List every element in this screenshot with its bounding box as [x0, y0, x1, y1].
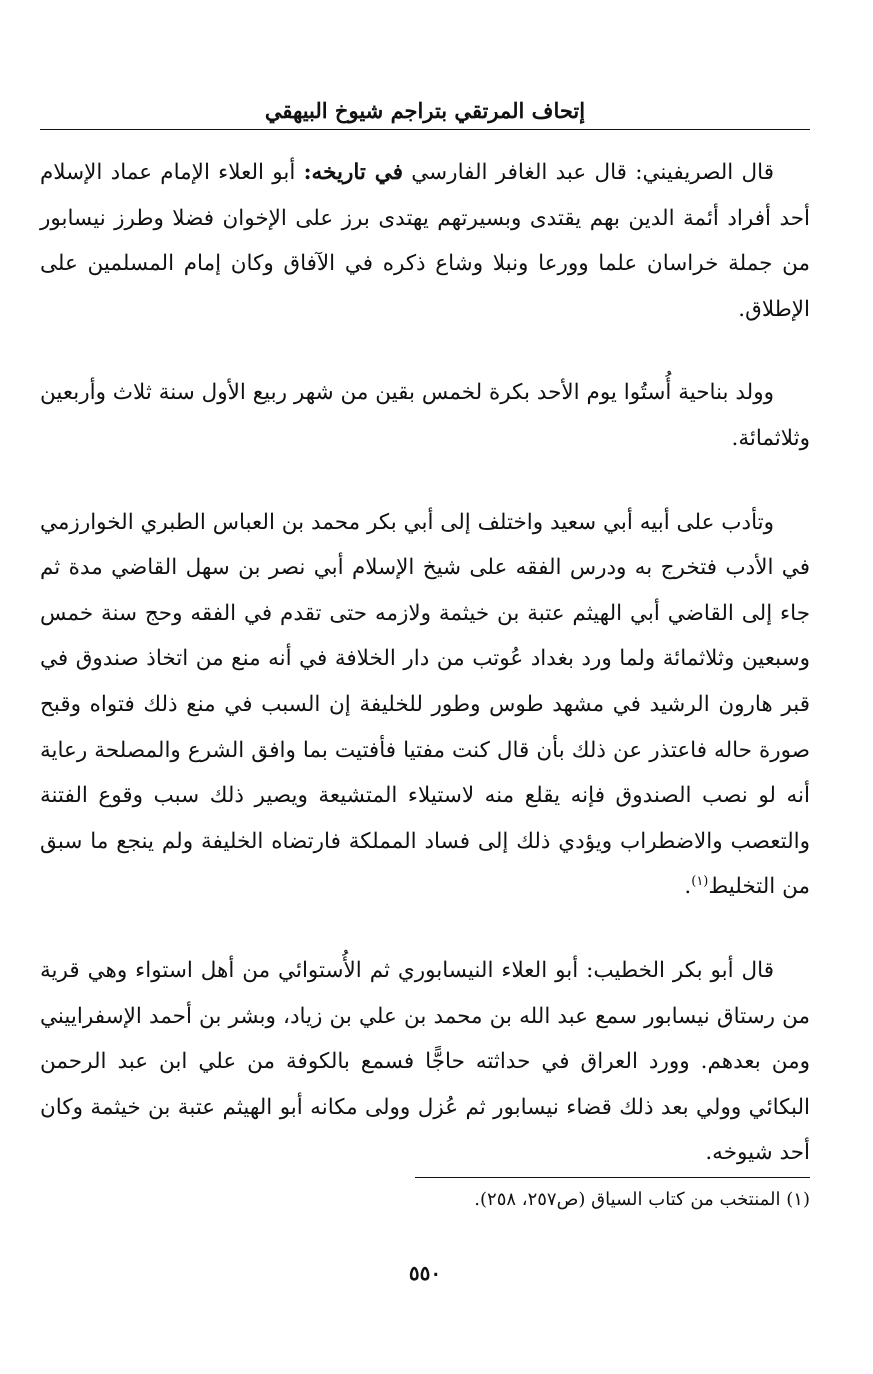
footnote-rule: [415, 1177, 810, 1178]
p1-start: قال الصريفيني: قال عبد الغافر الفارسي: [402, 160, 774, 185]
book-page: [40, 0, 810, 1374]
footnote: [40, 1187, 810, 1213]
paragraph-4: قال أبو بكر الخطيب: أبو العلاء النيسابوري ثم الأُستوائي من أهل استواء وهي قرية من رستاق نيسابور سمع عبد الله بن محمد بن علي بن زياد، وبشر بن أحمد الإسفراييني ومن بعدهم. وورد العراق في حداثته حاجًّا فسمع بالكوفة من علي ابن عبد الرحمن البكائي وولي بعد ذلك قضاء نيسابور ثم عُزل وولى مكانه أبو الهيثم عتبة بن خيثمة وكان أحد شيوخه.: [40, 957, 810, 1166]
p3-text: وتأدب على أبيه أبي سعيد واختلف إلى أبي بكر محمد بن العباس الطبري الخوارزمي في الأدب فتخرج به ودرس الفقه على شيخ الإسلام أبي نصر بن سهل القاضي مدة ثم جاء إلى القاضي أبي الهيثم عتبة بن خيثمة ولازمه حتى تقدم في الفقه وحج سنة خمس وسبعين وثلاثمائة ولما ورد بغداد عُوتب من دار الخلافة في أنه منع من اتخاذ صندوق في قبر هارون الرشيد في مشهد طوس وطور للخليفة إن السبب في منع ذلك فتواه وقبح صورة حاله فاعتذر عن ذلك بأن قال كنت مفتيا فأفتيت بما وافق الشرع والمصلحة رعاية أنه لو نصب الصندوق فإنه يقلع منه لاستيلاء المتشيعة ويصير ذلك سبب وقوع الفتنة والتعصب والاضطراب ويؤدي ذلك إلى فساد المملكة فارتضاه الخليفة ولم ينجع ما سبق من التخليط: [40, 509, 811, 900]
p1-rest: أبو العلاء الإمام عماد الإسلام أحد أفراد أئمة الدين بهم يقتدى وبسيرتهم يهتدى برز على الإخوان فضلا وطرز نيسابور من جملة خراسان علما وورعا ونبلا وشاع ذكره في الآفاق وكان إمام المسلمين على الإطلاق.: [40, 160, 810, 322]
main-text: [40, 150, 810, 1176]
page-number: ٥٥٠: [408, 1261, 442, 1285]
paragraph-3: [40, 500, 810, 910]
paragraph-1: [40, 150, 810, 332]
footnote-reference: (١): [691, 874, 709, 890]
p1-bold-source: في تاريخه:: [303, 160, 403, 185]
footnote-text: المنتخب من كتاب السياق (ص٢٥٧، ٢٥٨).: [474, 1189, 781, 1210]
header-rule: [40, 129, 810, 130]
footnote-marker: (١): [786, 1189, 810, 1210]
running-title: إتحاف المرتقي بتراجم شيوخ البيهقي: [264, 98, 586, 123]
paragraph-2: وولد بناحية أُستُوا يوم الأحد بكرة لخمس بقين من شهر ربيع الأول سنة ثلاث وأربعين وثلاثمائة.: [40, 380, 810, 451]
p3-end: .: [684, 874, 692, 900]
